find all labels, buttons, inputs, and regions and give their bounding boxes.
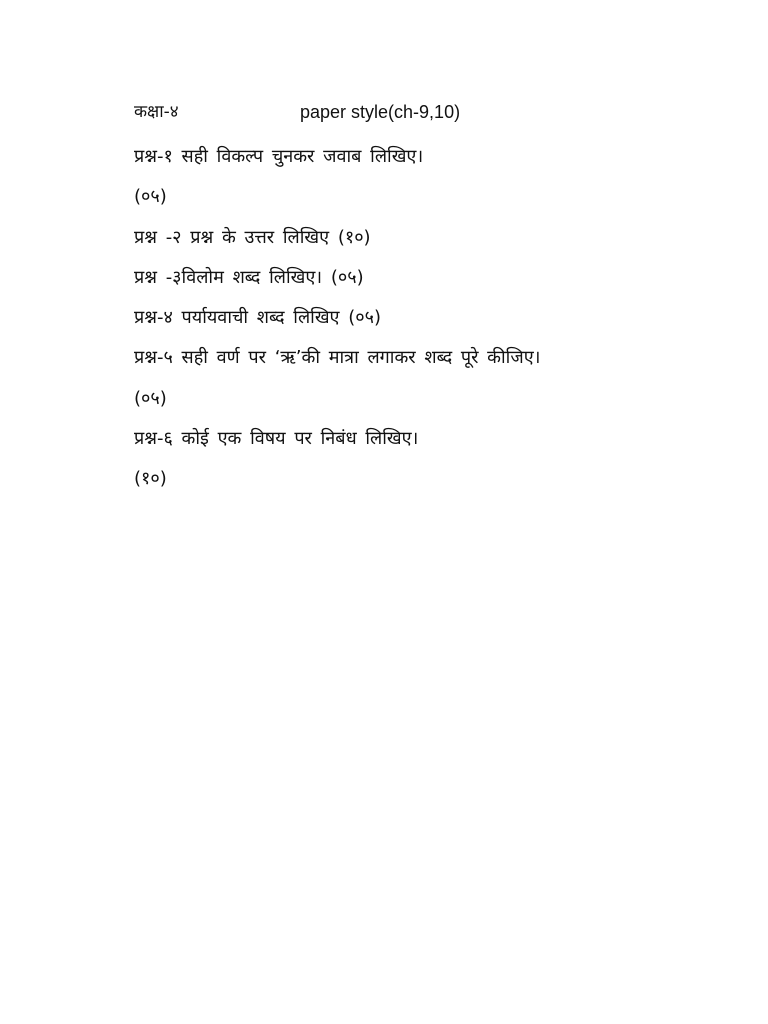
question-3: प्रश्न -३विलोम शब्द लिखिए। (०५) — [134, 266, 364, 288]
question-2: प्रश्न -२ प्रश्न के उत्तर लिखिए (१०) — [134, 226, 371, 248]
question-5-marks: (०५) — [134, 387, 167, 409]
question-6: प्रश्न-६ कोई एक विषय पर निबंध लिखिए। — [134, 428, 419, 450]
question-5: प्रश्न-५ सही वर्ण पर ‘ऋ’की मात्रा लगाकर शब्द पूरे कीजिए। — [134, 347, 541, 369]
question-1-marks: (०५) — [134, 186, 167, 208]
class-label: कक्षा-४ — [134, 102, 179, 122]
paper-style-label: paper style(ch-9,10) — [300, 102, 461, 122]
question-list — [134, 137, 734, 500]
document-header — [134, 98, 694, 126]
question-1: प्रश्न-१ सही विकल्प चुनकर जवाब लिखिए। — [134, 146, 424, 167]
question-4: प्रश्न-४ पर्यायवाची शब्द लिखिए (०५) — [134, 307, 381, 329]
question-6-marks: (१०) — [134, 468, 167, 490]
